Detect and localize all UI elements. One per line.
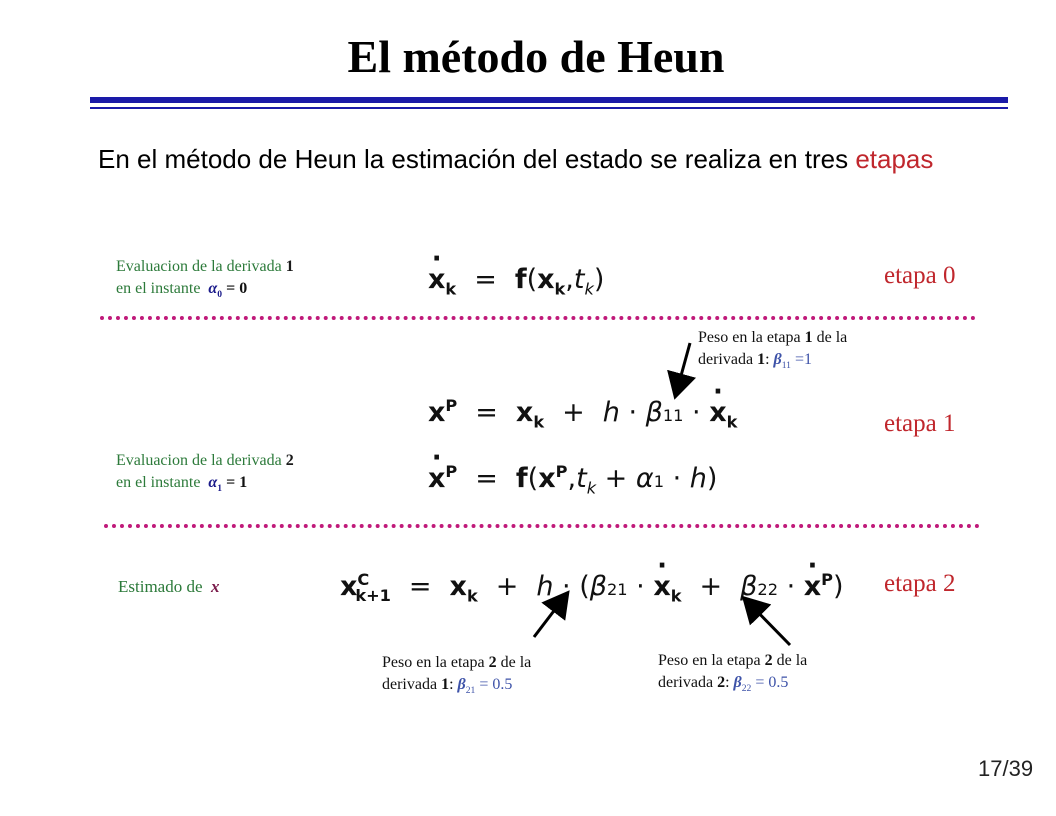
intro-text: En el método de Heun la estimación del estado se realiza en tres (98, 144, 856, 174)
weight22-beta: β (733, 674, 742, 691)
stage1-note-line2: en el instante (116, 474, 201, 491)
weight21-beta: β (457, 676, 466, 693)
equation-stage1-predictor: $x^P$ = $x_k$ + h · β 11 · · $x_k$ (428, 396, 737, 431)
weight11-stage: 1 (804, 329, 813, 346)
weight21-val: = 0.5 (479, 676, 513, 693)
weight21-deriv: 1 (441, 676, 450, 693)
weight21-beta-sub: 21 (465, 685, 476, 697)
arrow-to-beta11 (676, 343, 690, 394)
stage1-weight-note: Peso en la etapa 1 de la derivada 1: $\beta_{11} =1$ (698, 329, 848, 372)
page-number (978, 756, 1033, 782)
weight22-note: Peso en la etapa 2 de la derivada 2: $\beta_{22} = 0.5$ (658, 652, 808, 695)
arrow-to-beta21 (534, 595, 566, 637)
weight22-deriv: 2 (717, 674, 726, 691)
weight21-text1: Peso en la etapa (382, 654, 485, 671)
stage1-label: etapa 1 (884, 410, 956, 437)
page-current: 17 (978, 756, 1003, 781)
stage0-label: etapa 0 (884, 262, 956, 289)
intro-highlight: etapas (855, 144, 934, 174)
stage0-alpha-val: = 0 (226, 280, 248, 297)
weight22-beta-sub: 22 (741, 683, 752, 695)
weight11-deriv: 1 (757, 351, 766, 368)
weight11-text3: derivada (698, 351, 754, 368)
weight22-text3: derivada (658, 674, 714, 691)
weight22-text2: de la (776, 652, 808, 669)
weight21-text2: de la (500, 654, 532, 671)
stage2-note-var: x (211, 577, 220, 596)
weight11-val: =1 (794, 351, 813, 368)
stage2-note-text: Estimado de (118, 577, 203, 596)
equation-stage1-derivative: · $x^P$ = f ( $x^P$ , $t_k$ + α 1 · h ) (428, 462, 717, 497)
weight11-beta: β (773, 351, 782, 368)
page-total: /39 (1002, 756, 1034, 781)
slide-title: El método de Heun (347, 31, 725, 82)
weight11-text1: Peso en la etapa (698, 329, 801, 346)
weight21-note: Peso en la etapa 2 de la derivada 1: $\beta_{21} = 0.5$ (382, 654, 532, 697)
equation-stage0: · $x_k$ = f ( $x_k$ , $t_k$ ) (428, 264, 604, 298)
weight22-text1: Peso en la etapa (658, 652, 761, 669)
weight21-text3: derivada (382, 676, 438, 693)
weight22-val: = 0.5 (755, 674, 789, 691)
stage1-note-line1: Evaluacion de la derivada (116, 452, 282, 469)
arrow-to-beta22 (746, 600, 790, 645)
weight22-stage: 2 (764, 652, 773, 669)
equation-stage2-corrector: $x^C_{k+1}$ = $x_k$ + h · ( β 21 · · $x_k$ + β 22 · · $x^P$ ) (340, 570, 844, 605)
stage1-alpha: α (208, 474, 218, 491)
stage1-note-num: 2 (285, 452, 294, 469)
weight11-text2: de la (816, 329, 848, 346)
stage2-label: etapa 2 (884, 570, 956, 597)
stage1-alpha-val: = 1 (226, 474, 248, 491)
stage0-note-num: 1 (285, 258, 294, 275)
stage0-note-line2: en el instante (116, 280, 201, 297)
stage1-alpha-sub: 1 (217, 483, 223, 495)
stage0-alpha: α (208, 280, 218, 297)
stage0-alpha-sub: 0 (217, 289, 223, 301)
weight21-stage: 2 (488, 654, 497, 671)
weight11-beta-sub: 11 (781, 360, 791, 372)
stage0-note-line1: Evaluacion de la derivada (116, 258, 282, 275)
